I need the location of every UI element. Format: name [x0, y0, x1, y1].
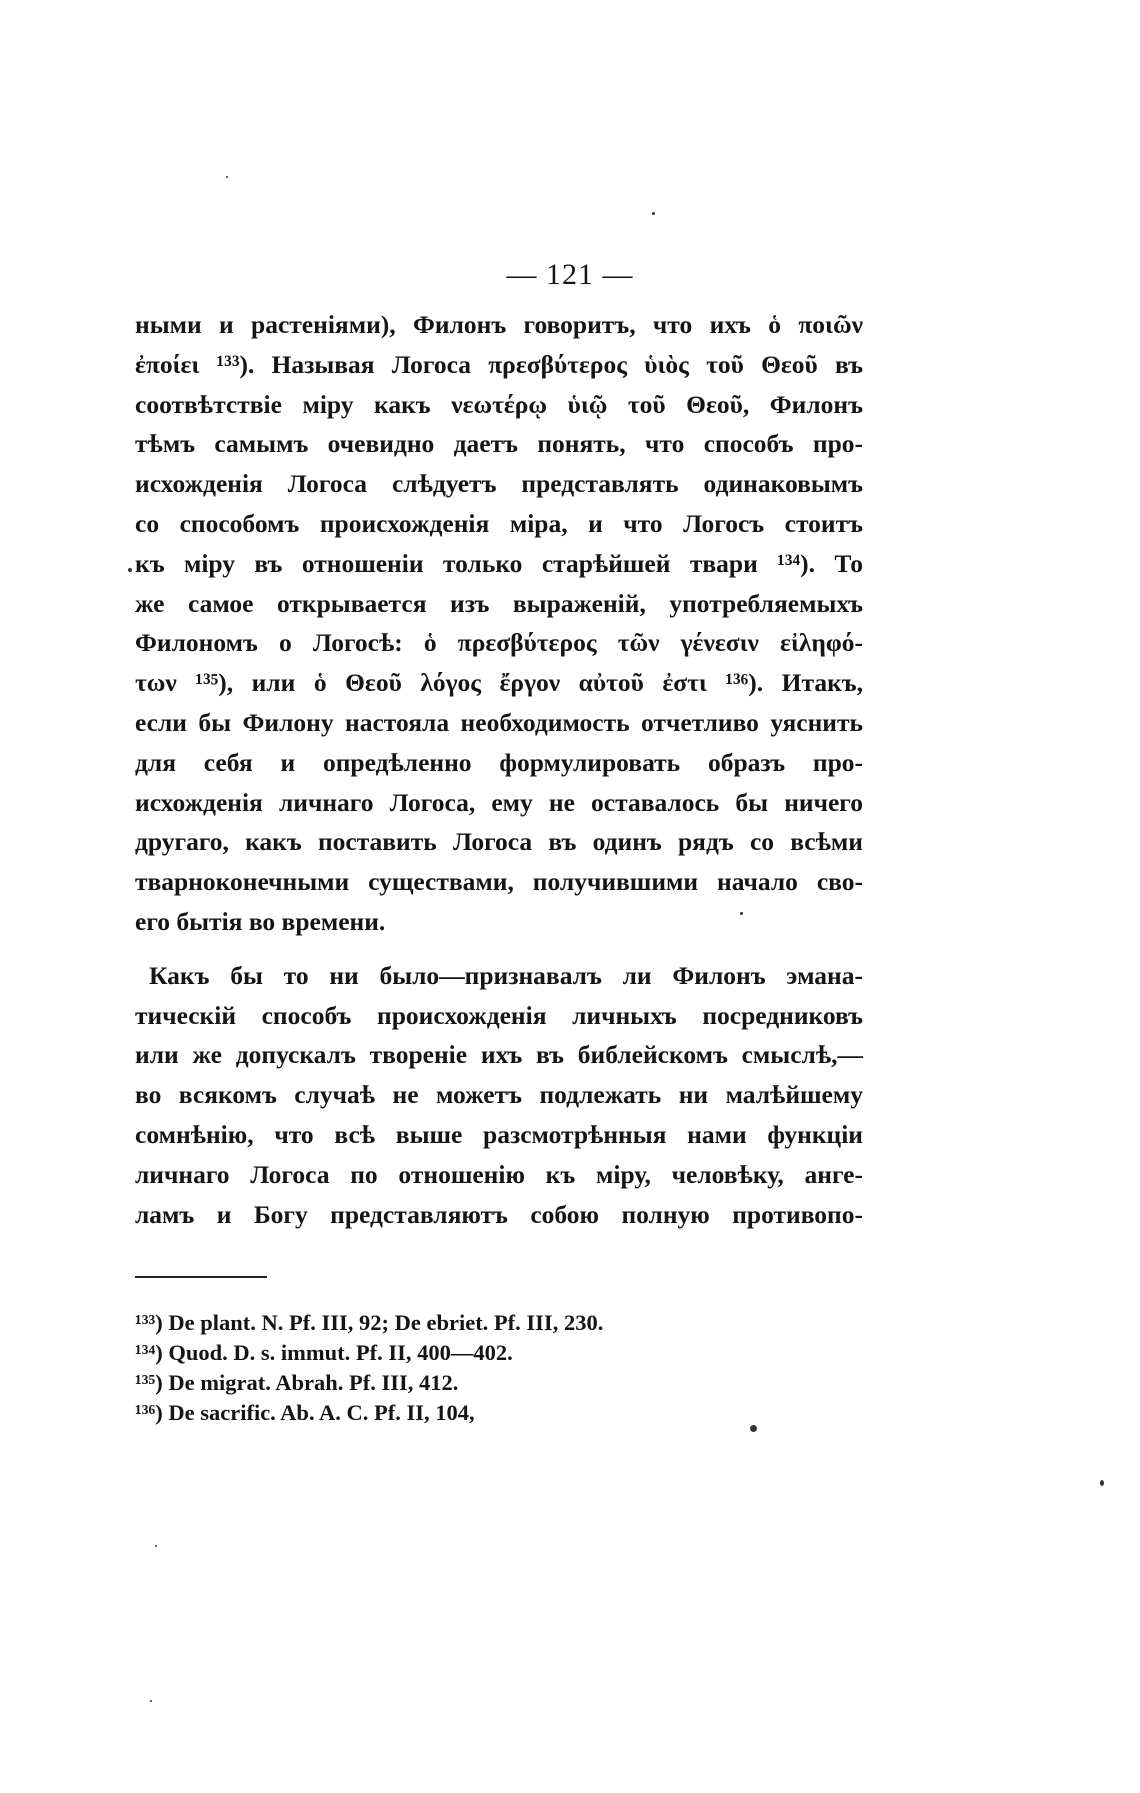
text-line: тварноконечными существами, получившими начало сво- — [135, 867, 863, 897]
text-line: если бы Филону настояла необходимость отчетливо уяснить — [135, 707, 863, 737]
footnote-separator — [135, 1276, 267, 1278]
text-line: во всякомъ случаѣ не можетъ подлежать ни малѣйшему — [135, 1080, 863, 1110]
footnote: ¹³³) De plant. N. Pf. III, 92; De ebriet. Pf. III, 230. — [135, 1310, 604, 1335]
page-number: — 121 — — [506, 258, 634, 291]
text-line: ἐποίει ¹³³). Называя Логоса πρεσβύτερος ὑιὸς τοῦ Θεοῦ въ — [135, 349, 863, 379]
text-line: исхожденія личнаго Логоса, ему не оставалось бы ничего — [135, 787, 863, 817]
text-line: ламъ и Богу представляютъ собою полную противопо- — [135, 1199, 863, 1229]
scan-speck — [652, 212, 655, 215]
text-line: личнаго Логоса по отношенію къ міру, человѣку, анге- — [135, 1159, 863, 1189]
text-line: для себя и опредѣленно формулировать образъ про- — [135, 747, 863, 777]
scan-speck — [740, 912, 743, 915]
scan-speck — [128, 568, 132, 572]
text-line: сомнѣнію, что всѣ выше разсмотрѣнныя нами функціи — [135, 1119, 863, 1149]
text-line: его бытія во времени. — [135, 906, 386, 936]
scan-speck — [150, 1700, 152, 1702]
text-line: ными и растеніями), Филонъ говоритъ, что ихъ ὁ ποιῶν — [135, 310, 863, 339]
text-line: другаго, какъ поставить Логоса въ одинъ рядъ со всѣми — [135, 827, 863, 857]
scan-speck — [1100, 1480, 1104, 1486]
scan-speck — [750, 1425, 757, 1432]
paragraph — [135, 956, 863, 1235]
text-line: των ¹³⁵), или ὁ Θεοῦ λόγος ἔργον αὐτοῦ ἐστι ¹³⁶). Итакъ, — [135, 668, 863, 698]
paragraph — [135, 305, 863, 942]
text-line: къ міру въ отношеніи только старѣйшей твари ¹³⁴). То — [135, 548, 863, 578]
main-text — [135, 305, 863, 1234]
text-line: Какъ бы то ни было—признавалъ ли Филонъ эмана- — [149, 960, 863, 990]
text-line: соотвѣтствіе міру какъ νεωτέρῳ ὑιῷ τοῦ Θεοῦ, Филонъ — [135, 389, 863, 419]
scan-speck — [226, 176, 228, 178]
text-line: Филономъ о Логосѣ: ὁ πρεσβύτερος τῶν γένεσιν εἰληφό- — [135, 628, 863, 658]
scan-speck — [155, 1545, 157, 1547]
text-line: со способомъ происхожденія міра, и что Логосъ стоитъ — [135, 508, 863, 538]
text-line: же самое открывается изъ выраженій, употребляемыхъ — [135, 588, 863, 618]
text-line: тѣмъ самымъ очевидно даетъ понять, что способъ про- — [135, 429, 863, 459]
footnote: ¹³⁵) De migrat. Abrah. Pf. III, 412. — [135, 1370, 459, 1395]
footnotes — [135, 1308, 775, 1428]
text-line: исхожденія Логоса слѣдуетъ представлять одинаковымъ — [135, 469, 863, 499]
footnote: ¹³⁶) De sacrific. Ab. A. C. Pf. II, 104, — [135, 1400, 475, 1425]
text-line: или же допускалъ твореніе ихъ въ библейскомъ смыслѣ,— — [135, 1040, 863, 1070]
text-line: тическій способъ происхожденія личныхъ посредниковъ — [135, 1000, 863, 1030]
footnote: ¹³⁴) Quod. D. s. immut. Pf. II, 400—402. — [135, 1340, 513, 1365]
